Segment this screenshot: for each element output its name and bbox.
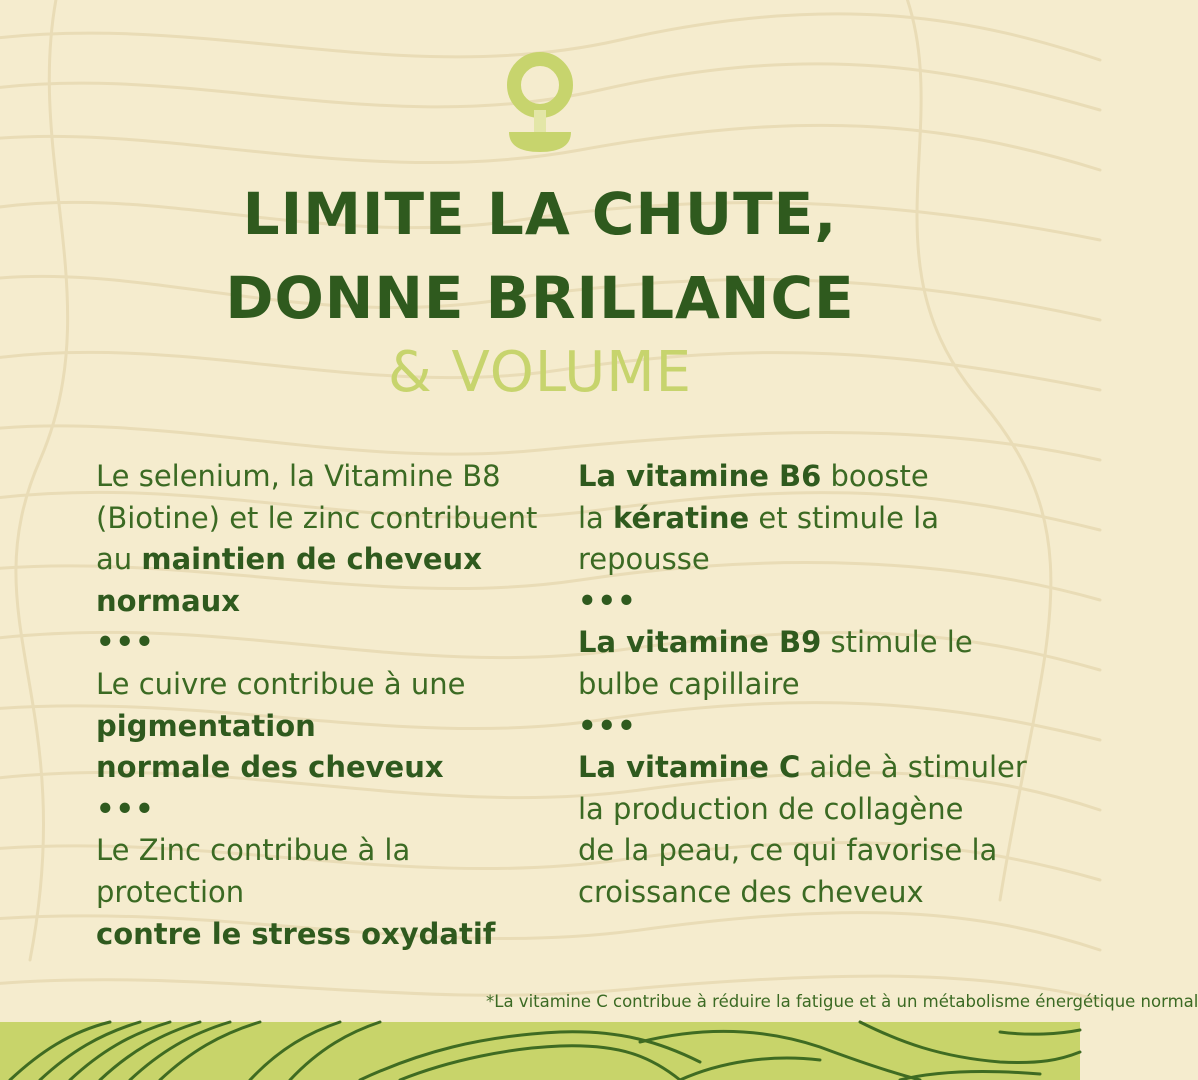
left-bold-fragment: contre le stress oxydatif bbox=[96, 916, 496, 951]
right-column bbox=[578, 456, 1058, 914]
right-text-fragment: et stimule la bbox=[749, 500, 939, 535]
right-text-fragment: stimule le bbox=[821, 625, 973, 660]
left-text-line bbox=[96, 914, 566, 956]
left-bold-fragment: maintien de cheveux bbox=[141, 542, 482, 577]
left-text-line: Le selenium, la Vitamine B8 bbox=[96, 459, 501, 493]
bottom-decorative-band bbox=[0, 1022, 1080, 1080]
right-bold-fragment: La vitamine B9 bbox=[578, 625, 822, 660]
left-text-fragment: au bbox=[96, 542, 142, 577]
right-bold-fragment: kératine bbox=[613, 500, 750, 535]
left-text-line: Le Zinc contribue à la bbox=[96, 833, 411, 868]
left-bold-fragment: normale des cheveux bbox=[96, 750, 444, 785]
headline-line-1: LIMITE LA CHUTE, bbox=[242, 180, 838, 248]
right-text-fragment: la bbox=[578, 500, 614, 535]
flower-pin-icon bbox=[505, 52, 575, 156]
right-text-line bbox=[578, 498, 1058, 540]
left-text-line: (Biotine) et le zinc contribuent bbox=[96, 500, 538, 535]
headline-line-2: DONNE BRILLANCE bbox=[225, 264, 855, 332]
left-text-line bbox=[96, 581, 566, 623]
left-text-line bbox=[96, 747, 566, 789]
left-text-line: Le cuivre contribue à une bbox=[96, 666, 466, 701]
right-text-line: bulbe capillaire bbox=[578, 666, 800, 701]
left-text-line bbox=[96, 539, 566, 581]
right-text-line bbox=[578, 747, 1058, 789]
right-text-line: la production de collagène bbox=[578, 791, 964, 826]
right-bold-fragment: La vitamine B6 bbox=[578, 459, 822, 493]
headline-line-3: & VOLUME bbox=[388, 340, 692, 405]
right-text-line: repousse bbox=[578, 542, 710, 577]
left-text-line bbox=[96, 706, 566, 748]
right-text-line: de la peau, ce qui favorise la bbox=[578, 833, 998, 868]
left-column bbox=[96, 456, 566, 955]
left-text-line: protection bbox=[96, 874, 245, 909]
left-bold-fragment: pigmentation bbox=[96, 708, 316, 743]
separator-dots: ••• bbox=[96, 625, 155, 660]
right-text-fragment: aide à stimuler bbox=[800, 750, 1027, 785]
right-text-line bbox=[578, 622, 1058, 664]
separator-dots: ••• bbox=[578, 583, 637, 618]
footnote: *La vitamine C contribue à réduire la fatigue et à un métabolisme énergétique normal bbox=[486, 992, 1198, 1011]
right-text-line: croissance des cheveux bbox=[578, 874, 924, 909]
right-text-line bbox=[578, 456, 1058, 498]
right-bold-fragment: La vitamine C bbox=[578, 750, 801, 785]
right-text-fragment: booste bbox=[821, 459, 929, 493]
separator-dots: ••• bbox=[96, 791, 155, 826]
left-bold-fragment: normaux bbox=[96, 583, 241, 618]
separator-dots: ••• bbox=[578, 708, 637, 743]
